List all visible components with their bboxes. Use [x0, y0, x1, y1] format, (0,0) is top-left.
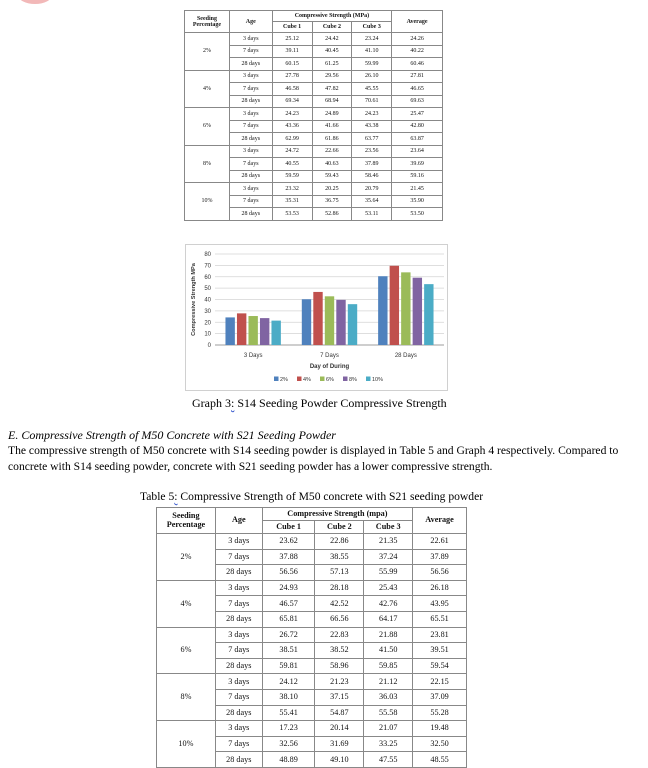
header-cube3: Cube 3 — [352, 22, 392, 33]
cell-average: 24.26 — [392, 33, 443, 46]
y-axis-title: Compressive Strength MPa — [191, 263, 197, 336]
cell-average: 23.81 — [413, 627, 467, 643]
cell-cube2: 24.89 — [312, 108, 352, 121]
cell-cube2: 40.63 — [312, 158, 352, 171]
bar — [325, 296, 334, 345]
cell-cube2: 28.18 — [315, 580, 364, 596]
chart-container — [185, 244, 448, 391]
cell-cube2: 49.10 — [315, 752, 364, 768]
cell-cube3: 70.61 — [352, 95, 392, 108]
cell-average: 59.16 — [392, 170, 443, 183]
cell-cube3: 20.79 — [352, 183, 392, 196]
table-row — [185, 183, 443, 196]
cell-cube2: 52.86 — [312, 208, 352, 221]
y-tick-label: 70 — [204, 263, 211, 270]
cell-cube1: 55.41 — [262, 705, 315, 721]
section-title: E. Compressive Strength of M50 Concrete with S21 Seeding Powder — [8, 428, 336, 442]
body-paragraph: The compressive strength of M50 concrete with S14 seeding powder is displayed in Table 5 and Graph 4 respectively. Compared to concrete with S14 seeding powder, concrete with S21 seeding powder has a lower compressive strength. — [8, 444, 619, 473]
table-row — [157, 534, 467, 550]
cell-age: 28 days — [215, 705, 262, 721]
cell-average: 59.54 — [413, 658, 467, 674]
cell-cube1: 69.34 — [272, 95, 312, 108]
header-average: Average — [392, 11, 443, 33]
cell-age: 3 days — [215, 534, 262, 550]
bar-chart-s14 — [186, 245, 447, 390]
bar — [336, 300, 345, 345]
header-seeding: Seeding Percentage — [157, 508, 216, 534]
cell-cube2: 36.75 — [312, 195, 352, 208]
cell-seeding-percentage: 8% — [157, 674, 216, 721]
cell-cube1: 38.10 — [262, 689, 315, 705]
cell-cube1: 48.89 — [262, 752, 315, 768]
cell-cube3: 47.55 — [364, 752, 413, 768]
header-seeding: Seeding Percentage — [185, 11, 230, 33]
cell-average: 55.28 — [413, 705, 467, 721]
header-age: Age — [215, 508, 262, 534]
y-tick-label: 60 — [204, 274, 211, 281]
cell-cube2: 37.15 — [315, 689, 364, 705]
x-tick-label: 7 Days — [320, 353, 339, 359]
cell-cube3: 55.99 — [364, 565, 413, 581]
cell-age: 28 days — [215, 752, 262, 768]
cell-cube3: 58.46 — [352, 170, 392, 183]
decorative-corner-shape — [18, 0, 52, 4]
cell-cube3: 37.24 — [364, 549, 413, 565]
cell-seeding-percentage: 2% — [157, 534, 216, 581]
cell-cube1: 59.59 — [272, 170, 312, 183]
legend-label: 10% — [372, 377, 384, 383]
cell-cube2: 29.56 — [312, 70, 352, 83]
y-tick-label: 80 — [204, 252, 211, 258]
cell-age: 3 days — [229, 145, 272, 158]
cell-cube2: 24.42 — [312, 33, 352, 46]
cell-cube1: 59.81 — [262, 658, 315, 674]
cell-age: 7 days — [229, 83, 272, 96]
cell-cube2: 59.43 — [312, 170, 352, 183]
y-tick-label: 50 — [204, 286, 211, 293]
cell-cube3: 26.10 — [352, 70, 392, 83]
cell-average: 22.61 — [413, 534, 467, 550]
cell-cube3: 55.58 — [364, 705, 413, 721]
cell-seeding-percentage: 4% — [157, 580, 216, 627]
cell-average: 22.15 — [413, 674, 467, 690]
cell-cube2: 58.96 — [315, 658, 364, 674]
cell-cube3: 41.50 — [364, 643, 413, 659]
cell-cube2: 22.83 — [315, 627, 364, 643]
cell-seeding-percentage: 10% — [185, 183, 230, 221]
cell-cube2: 68.94 — [312, 95, 352, 108]
cell-age: 28 days — [229, 133, 272, 146]
cell-seeding-percentage: 2% — [185, 33, 230, 71]
cell-cube2: 20.14 — [315, 721, 364, 737]
legend-swatch — [297, 377, 302, 382]
cell-age: 28 days — [229, 95, 272, 108]
cell-cube2: 47.82 — [312, 83, 352, 96]
cell-average: 40.22 — [392, 45, 443, 58]
cell-age: 28 days — [215, 658, 262, 674]
cell-cube3: 25.43 — [364, 580, 413, 596]
y-tick-label: 20 — [204, 320, 211, 327]
cell-cube1: 32.56 — [262, 736, 315, 752]
cell-average: 39.51 — [413, 643, 467, 659]
cell-cube1: 24.23 — [272, 108, 312, 121]
legend-swatch — [320, 377, 325, 382]
cell-cube2: 38.55 — [315, 549, 364, 565]
cell-cube1: 23.32 — [272, 183, 312, 196]
cell-average: 69.63 — [392, 95, 443, 108]
x-tick-label: 28 Days — [394, 353, 417, 359]
header-strength: Compressive Strength (MPa) — [272, 11, 391, 22]
cell-cube1: 53.53 — [272, 208, 312, 221]
x-axis-title: Day of During — [309, 364, 350, 370]
cell-average: 53.50 — [392, 208, 443, 221]
header-average: Average — [413, 508, 467, 534]
cell-cube3: 59.85 — [364, 658, 413, 674]
cell-cube2: 22.86 — [315, 534, 364, 550]
cell-cube3: 24.23 — [352, 108, 392, 121]
cell-seeding-percentage: 10% — [157, 721, 216, 768]
cell-cube1: 65.81 — [262, 611, 315, 627]
header-age: Age — [229, 11, 272, 33]
cell-cube2: 40.45 — [312, 45, 352, 58]
cell-age: 3 days — [215, 627, 262, 643]
cell-cube1: 39.11 — [272, 45, 312, 58]
cell-average: 37.09 — [413, 689, 467, 705]
cell-cube1: 62.99 — [272, 133, 312, 146]
cell-cube3: 41.10 — [352, 45, 392, 58]
cell-cube3: 23.24 — [352, 33, 392, 46]
header-cube2: Cube 2 — [315, 521, 364, 534]
cell-average: 35.90 — [392, 195, 443, 208]
header-cube2: Cube 2 — [312, 22, 352, 33]
cell-cube2: 42.52 — [315, 596, 364, 612]
bar — [260, 318, 269, 345]
cell-cube1: 26.72 — [262, 627, 315, 643]
cell-cube3: 33.25 — [364, 736, 413, 752]
cell-cube1: 24.93 — [262, 580, 315, 596]
y-tick-label: 0 — [207, 343, 211, 349]
cell-cube2: 20.25 — [312, 183, 352, 196]
legend-label: 4% — [303, 377, 311, 383]
cell-age: 3 days — [229, 33, 272, 46]
header-cube1: Cube 1 — [262, 521, 315, 534]
cell-cube2: 66.56 — [315, 611, 364, 627]
table-caption: Table 5: Compressive Strength of M50 concrete with S21 seeding powder — [140, 490, 484, 503]
graph-caption: Graph 3: S14 Seeding Powder Compressive Strength — [192, 396, 447, 410]
cell-cube3: 43.38 — [352, 120, 392, 133]
cell-age: 3 days — [229, 70, 272, 83]
cell-age: 7 days — [215, 549, 262, 565]
cell-cube1: 56.56 — [262, 565, 315, 581]
cell-age: 7 days — [229, 158, 272, 171]
bar — [413, 278, 422, 345]
cell-cube3: 45.55 — [352, 83, 392, 96]
cell-seeding-percentage: 6% — [157, 627, 216, 674]
table-row — [157, 580, 467, 596]
header-cube3: Cube 3 — [364, 521, 413, 534]
cell-cube2: 38.52 — [315, 643, 364, 659]
cell-age: 3 days — [229, 108, 272, 121]
table-row — [185, 70, 443, 83]
cell-average: 32.50 — [413, 736, 467, 752]
bar — [225, 317, 234, 345]
cell-cube3: 21.35 — [364, 534, 413, 550]
bar — [248, 316, 257, 345]
cell-cube2: 61.25 — [312, 58, 352, 71]
cell-average: 19.48 — [413, 721, 467, 737]
cell-cube2: 41.66 — [312, 120, 352, 133]
bar — [401, 272, 410, 345]
bar — [378, 276, 387, 345]
cell-cube1: 37.88 — [262, 549, 315, 565]
bar — [302, 299, 311, 345]
legend-label: 8% — [349, 377, 357, 383]
cell-age: 7 days — [215, 736, 262, 752]
cell-average: 60.46 — [392, 58, 443, 71]
table-row — [157, 721, 467, 737]
legend-swatch — [274, 377, 279, 382]
cell-cube1: 24.72 — [272, 145, 312, 158]
cell-age: 7 days — [215, 596, 262, 612]
cell-cube2: 21.23 — [315, 674, 364, 690]
cell-cube3: 21.12 — [364, 674, 413, 690]
table-row — [157, 627, 467, 643]
cell-cube3: 36.03 — [364, 689, 413, 705]
cell-cube2: 61.86 — [312, 133, 352, 146]
cell-average: 56.56 — [413, 565, 467, 581]
legend-label: 2% — [280, 377, 288, 383]
cell-cube2: 57.13 — [315, 565, 364, 581]
cell-age: 28 days — [229, 170, 272, 183]
cell-cube1: 25.12 — [272, 33, 312, 46]
cell-cube3: 23.56 — [352, 145, 392, 158]
cell-age: 28 days — [215, 565, 262, 581]
cell-cube3: 21.88 — [364, 627, 413, 643]
cell-cube1: 38.51 — [262, 643, 315, 659]
x-tick-label: 3 Days — [243, 353, 263, 359]
cell-age: 3 days — [229, 183, 272, 196]
bar — [390, 266, 399, 345]
cell-cube3: 63.77 — [352, 133, 392, 146]
bar — [424, 284, 433, 345]
cell-cube2: 22.66 — [312, 145, 352, 158]
cell-cube1: 43.36 — [272, 120, 312, 133]
cell-cube3: 42.76 — [364, 596, 413, 612]
cell-cube3: 37.89 — [352, 158, 392, 171]
cell-seeding-percentage: 8% — [185, 145, 230, 183]
cell-cube3: 59.99 — [352, 58, 392, 71]
cell-cube1: 24.12 — [262, 674, 315, 690]
cell-cube3: 21.07 — [364, 721, 413, 737]
header-cube1: Cube 1 — [272, 22, 312, 33]
header-strength: Compressive Strength (mpa) — [262, 508, 412, 521]
cell-age: 7 days — [229, 120, 272, 133]
cell-seeding-percentage: 6% — [185, 108, 230, 146]
table-s21-strength — [156, 507, 467, 768]
y-tick-label: 30 — [204, 308, 211, 315]
cell-average: 63.87 — [392, 133, 443, 146]
cell-average: 37.89 — [413, 549, 467, 565]
table-s14-strength — [184, 10, 443, 221]
cell-age: 7 days — [215, 643, 262, 659]
bar — [313, 292, 322, 345]
legend-swatch — [366, 377, 371, 382]
cell-age: 7 days — [215, 689, 262, 705]
cell-average: 21.45 — [392, 183, 443, 196]
cell-cube1: 40.55 — [272, 158, 312, 171]
cell-average: 43.95 — [413, 596, 467, 612]
bar — [348, 304, 357, 345]
cell-average: 42.80 — [392, 120, 443, 133]
cell-cube1: 60.15 — [272, 58, 312, 71]
cell-age: 7 days — [229, 195, 272, 208]
cell-cube1: 27.78 — [272, 70, 312, 83]
cell-cube3: 64.17 — [364, 611, 413, 627]
cell-average: 23.64 — [392, 145, 443, 158]
cell-age: 3 days — [215, 674, 262, 690]
cell-age: 3 days — [215, 580, 262, 596]
cell-average: 65.51 — [413, 611, 467, 627]
table-row — [157, 674, 467, 690]
cell-cube3: 53.11 — [352, 208, 392, 221]
legend-label: 6% — [326, 377, 334, 383]
cell-cube3: 35.64 — [352, 195, 392, 208]
cell-age: 7 days — [229, 45, 272, 58]
y-tick-label: 40 — [204, 297, 211, 304]
cell-average: 39.69 — [392, 158, 443, 171]
cell-average: 46.65 — [392, 83, 443, 96]
cell-seeding-percentage: 4% — [185, 70, 230, 108]
cell-cube1: 35.31 — [272, 195, 312, 208]
cell-cube1: 23.62 — [262, 534, 315, 550]
y-tick-label: 10 — [204, 331, 211, 338]
table-row — [185, 33, 443, 46]
cell-cube1: 17.23 — [262, 721, 315, 737]
cell-average: 27.81 — [392, 70, 443, 83]
cell-cube1: 46.57 — [262, 596, 315, 612]
cell-cube1: 46.58 — [272, 83, 312, 96]
cell-age: 28 days — [229, 58, 272, 71]
bar — [237, 313, 246, 345]
cell-average: 25.47 — [392, 108, 443, 121]
table-row — [185, 145, 443, 158]
cell-age: 3 days — [215, 721, 262, 737]
cell-cube2: 54.87 — [315, 705, 364, 721]
cell-age: 28 days — [215, 611, 262, 627]
cell-cube2: 31.69 — [315, 736, 364, 752]
cell-average: 26.18 — [413, 580, 467, 596]
cell-average: 48.55 — [413, 752, 467, 768]
cell-age: 28 days — [229, 208, 272, 221]
legend-swatch — [343, 377, 348, 382]
bar — [271, 321, 280, 345]
table-row — [185, 108, 443, 121]
